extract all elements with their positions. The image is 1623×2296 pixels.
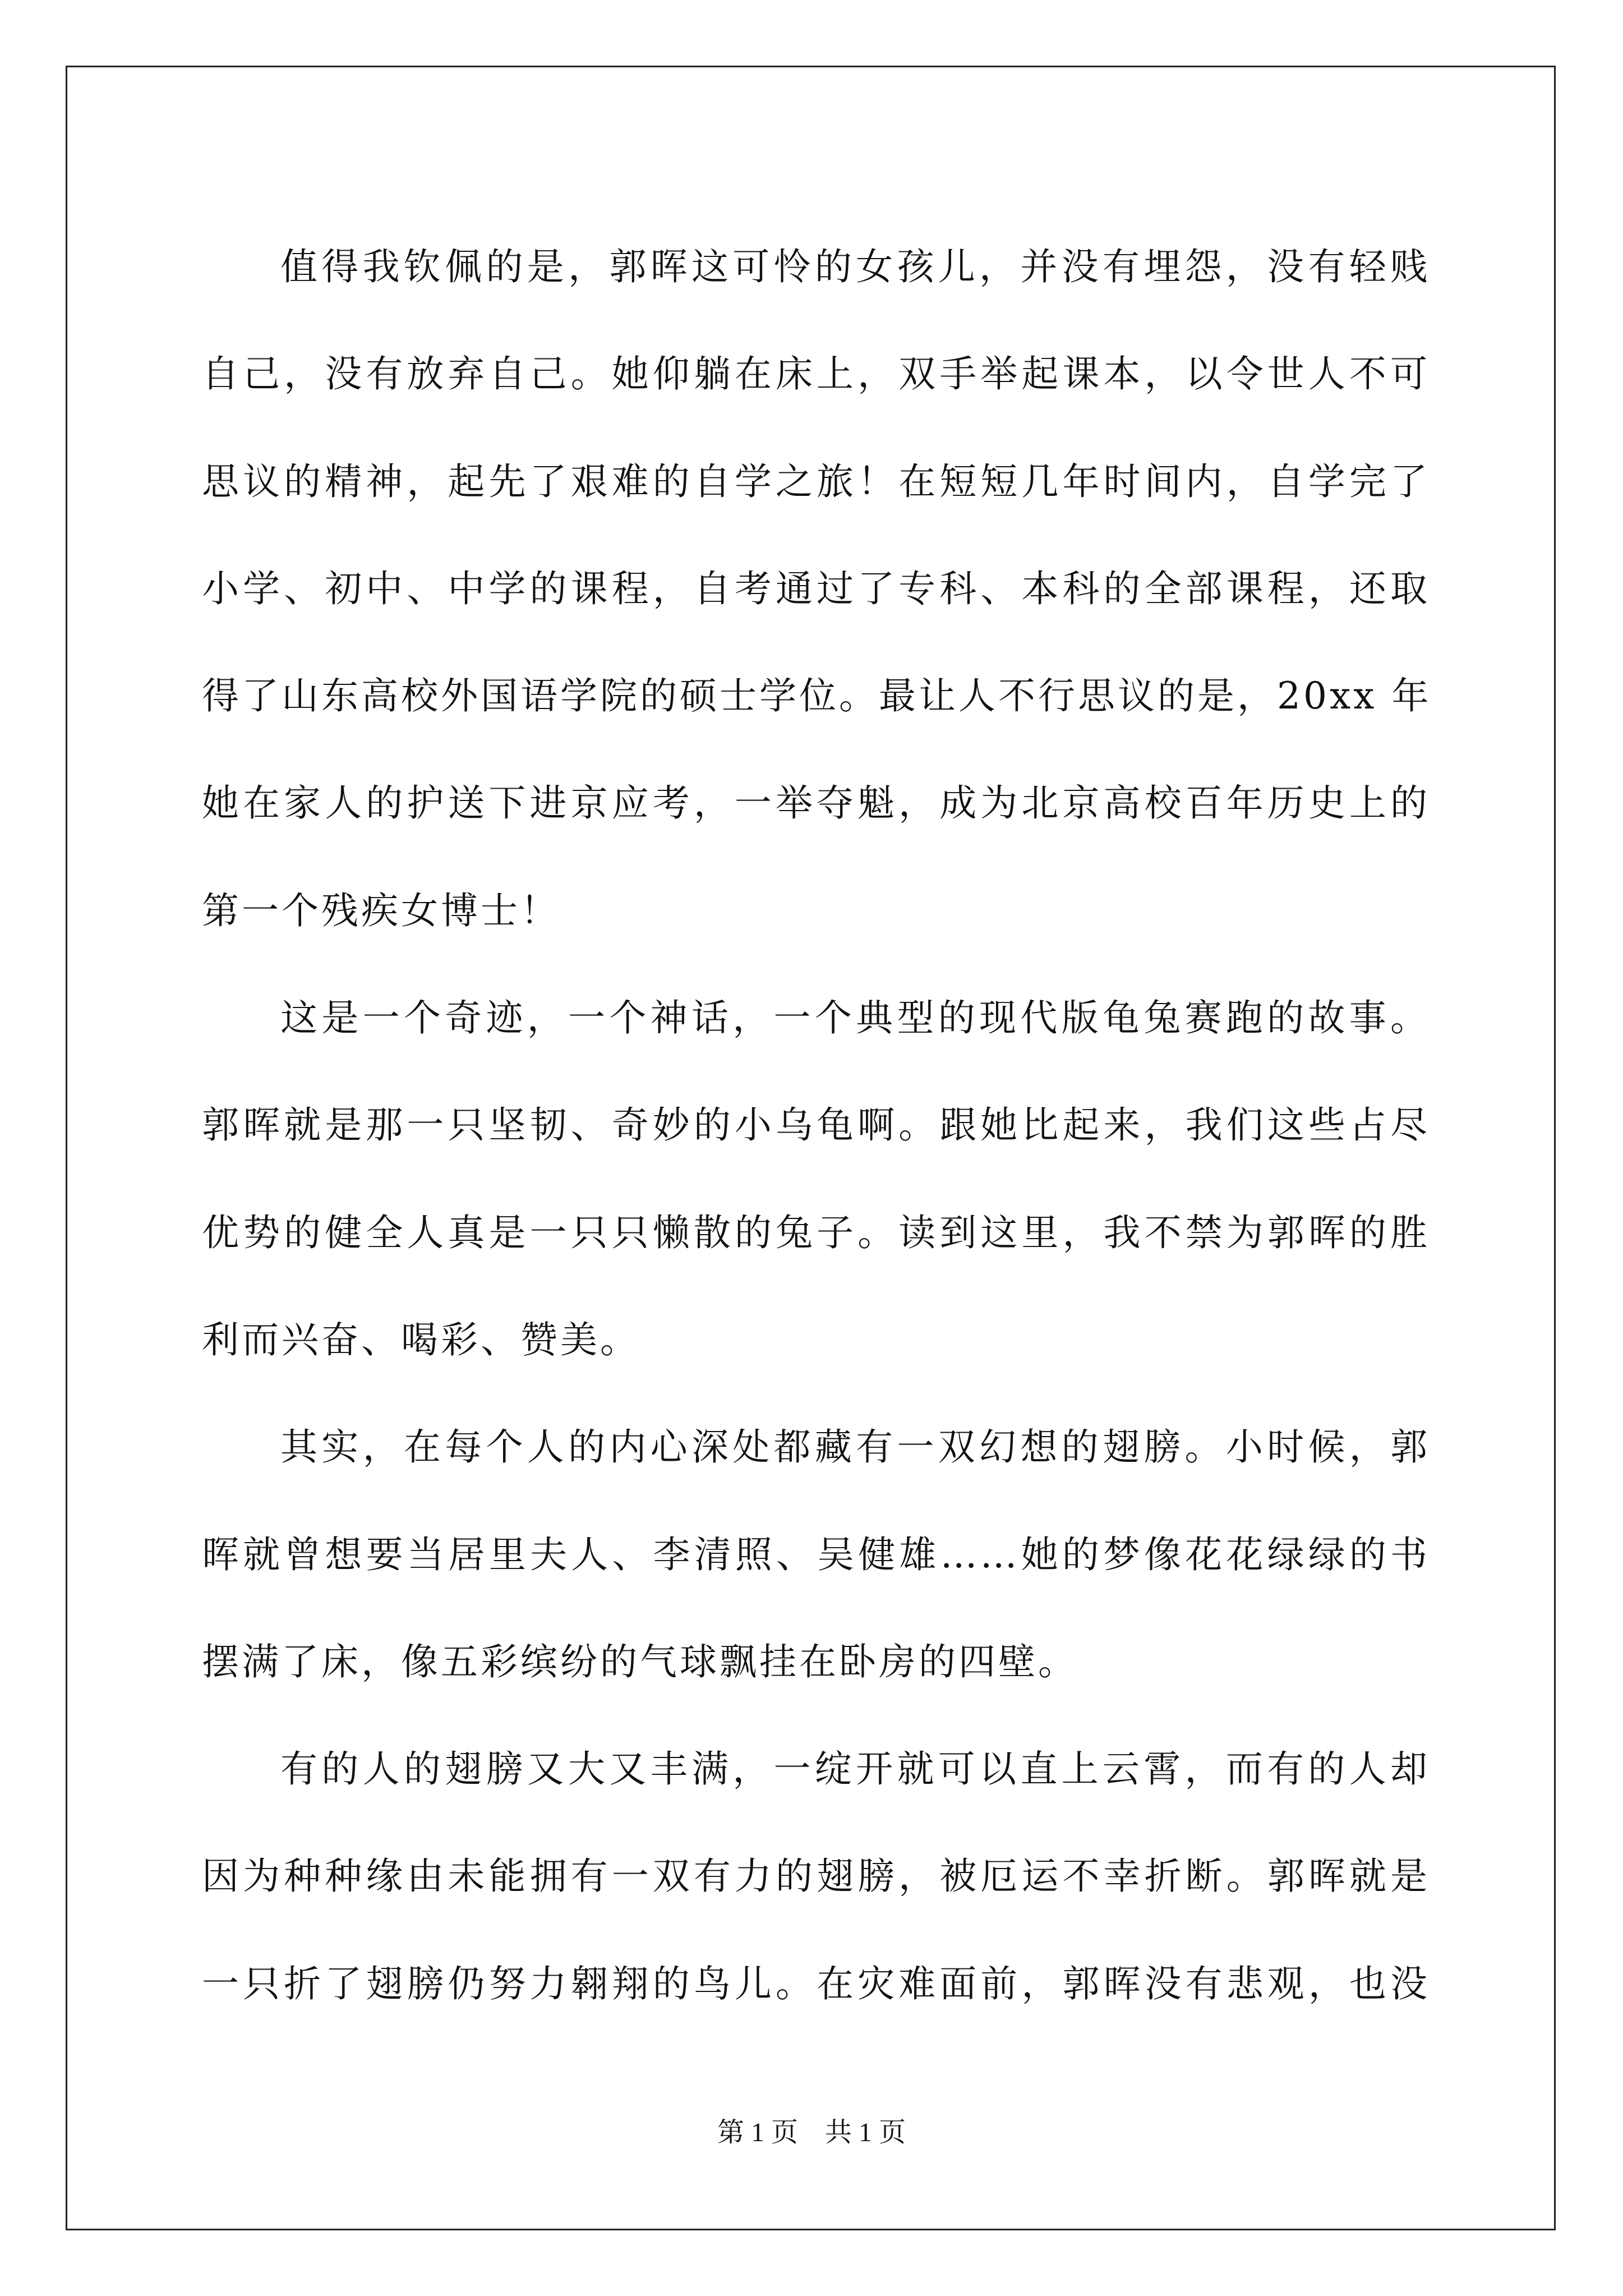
text-line-14: 摆满了床，像五彩缤纷的气球飘挂在卧房的四壁。 [202, 1640, 1078, 1683]
text-line-3: 思议的精神，起先了艰难的自学之旅！在短短几年时间内，自学完了 [202, 459, 1430, 503]
text-line-9: 郭晖就是那一只坚韧、奇妙的小乌龟啊。跟她比起来，我们这些占尽 [202, 1103, 1430, 1147]
text-line-1: 值得我钦佩的是，郭晖这可怜的女孩儿，并没有埋怨，没有轻贱 [280, 245, 1430, 288]
text-line-13: 晖就曾想要当居里夫人、李清照、吴健雄……她的梦像花花绿绿的书 [202, 1533, 1430, 1576]
page-number-footer: 第 1 页 共 1 页 [717, 2118, 906, 2147]
text-line-5: 得了山东高校外国语学院的硕士学位。最让人不行思议的是，20xx 年 [202, 674, 1432, 718]
text-line-11: 利而兴奋、喝彩、赞美。 [202, 1318, 640, 1361]
text-line-2: 自己，没有放弃自己。她仰躺在床上，双手举起课本，以令世人不可 [202, 352, 1430, 396]
text-line-7: 第一个残疾女博士！ [202, 889, 560, 932]
document-body [202, 213, 1430, 2037]
text-line-6: 她在家人的护送下进京应考，一举夺魁，成为北京高校百年历史上的 [202, 781, 1430, 825]
text-line-8: 这是一个奇迹，一个神话，一个典型的现代版龟兔赛跑的故事。 [280, 996, 1430, 1040]
text-line-10: 优势的健全人真是一只只懒散的兔子。读到这里，我不禁为郭晖的胜 [202, 1211, 1430, 1254]
text-line-4: 小学、初中、中学的课程，自考通过了专科、本科的全部课程，还取 [202, 567, 1430, 610]
text-line-17: 一只折了翅膀仍努力翱翔的鸟儿。在灾难面前，郭晖没有悲观，也没 [202, 1962, 1430, 2005]
text-line-12: 其实，在每个人的内心深处都藏有一双幻想的翅膀。小时候，郭 [280, 1425, 1430, 1469]
text-line-16: 因为种种缘由未能拥有一双有力的翅膀，被厄运不幸折断。郭晖就是 [202, 1855, 1430, 1898]
text-line-15: 有的人的翅膀又大又丰满，一绽开就可以直上云霄，而有的人却 [280, 1747, 1430, 1791]
